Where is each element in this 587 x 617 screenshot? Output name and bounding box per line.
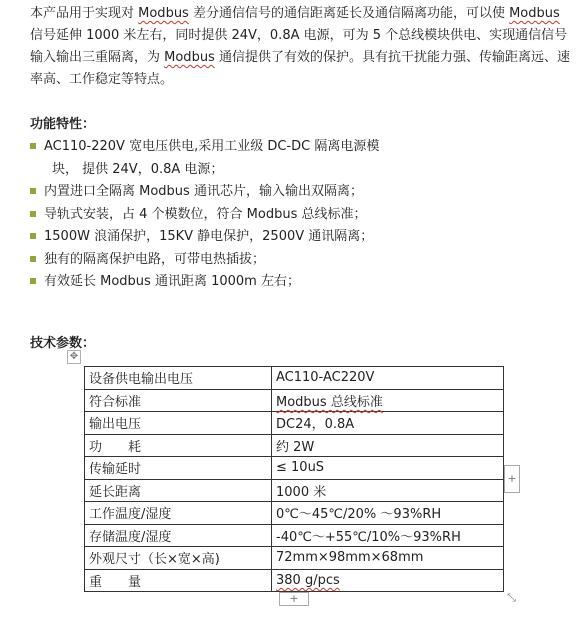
param-value[interactable]: 72mm×98mm×68mm: [272, 547, 504, 570]
param-value[interactable]: 约 2W: [272, 434, 504, 457]
add-row-icon[interactable]: +: [279, 592, 309, 606]
param-key[interactable]: 延长距离: [85, 479, 272, 502]
table-row: [85, 502, 504, 525]
table-row: [85, 389, 504, 412]
param-key[interactable]: 重 量: [85, 569, 272, 592]
table-row: [85, 524, 504, 547]
table-row: [85, 457, 504, 480]
feature-item: 内置进口全隔离 Modbus 通讯芯片，输入输出双隔离；: [30, 181, 570, 204]
param-key[interactable]: 输出电压: [85, 412, 272, 435]
table-row: [85, 569, 504, 592]
table-row: [85, 367, 504, 390]
feature-item: 导轨式安装，占 4 个模数位，符合 Modbus 总线标准；: [30, 204, 570, 227]
intro-text: 差分通信信号的通信距离延长及通信隔离功能，可以使: [188, 6, 510, 21]
features-list: [30, 136, 570, 294]
feature-item: 有效延长 Modbus 通讯距离 1000m 左右；: [30, 271, 570, 294]
intro-text: 信号延伸 1000 米左右，同时提供 24V，0.8A 电源，可为 5 个总线模块供电、实现通信信号输入输出三重隔离，为: [30, 28, 568, 65]
table-move-icon[interactable]: ✥: [67, 350, 81, 364]
param-key[interactable]: 设备供电输出电压: [85, 367, 272, 390]
param-value[interactable]: [272, 389, 504, 412]
param-value[interactable]: 1000 米: [272, 479, 504, 502]
param-key[interactable]: 功 耗: [85, 434, 272, 457]
table-row: [85, 547, 504, 570]
feature-item: 1500W 浪涌保护，15KV 静电保护，2500V 通讯隔离；: [30, 226, 570, 249]
spellcheck-word: Modbus: [509, 6, 560, 21]
param-value[interactable]: [272, 569, 504, 592]
intro-paragraph: [30, 3, 570, 91]
param-value[interactable]: ≤ 10uS: [272, 457, 504, 480]
spellcheck-word: Modbus: [138, 6, 189, 21]
param-value[interactable]: -40℃～+55℃/10%～93%RH: [272, 524, 504, 547]
intro-text: 本产品用于实现对: [30, 6, 139, 21]
feature-item-continued: 块， 提供 24V，0.8A 电源；: [52, 161, 224, 177]
param-key[interactable]: 传输延时: [85, 457, 272, 480]
param-key[interactable]: 存储温度/湿度: [85, 524, 272, 547]
features-heading: 功能特性：: [30, 117, 96, 132]
add-column-icon[interactable]: +: [504, 465, 520, 493]
param-key[interactable]: 符合标准: [85, 389, 272, 412]
spec-table: [84, 366, 504, 592]
param-value[interactable]: 0℃～45℃/20% ～93%RH: [272, 502, 504, 525]
table-row: [85, 412, 504, 435]
feature-item: AC110-220V 宽电压供电,采用工业级 DC-DC 隔离电源模: [30, 136, 570, 159]
table-row: [85, 479, 504, 502]
param-key[interactable]: 外观尺寸（长×宽×高): [85, 547, 272, 570]
param-key[interactable]: 工作温度/湿度: [85, 502, 272, 525]
params-heading: 技术参数：: [30, 336, 96, 351]
spellcheck-word: Modbus: [164, 50, 215, 65]
spellcheck-word: Modbus 总线标准: [276, 394, 383, 410]
table-row: [85, 434, 504, 457]
intro-text: 通信提供了有效的保护。具有抗干扰能力强、传输距离远、速率高、工作稳定等特点。: [30, 50, 570, 87]
table-resize-icon[interactable]: ⤡: [507, 591, 516, 604]
param-value[interactable]: AC110-AC220V: [272, 367, 504, 390]
param-value[interactable]: DC24，0.8A: [272, 412, 504, 435]
spellcheck-word: 380 g/pcs: [276, 572, 340, 588]
feature-item: 独有的隔离保护电路，可带电热插拔；: [30, 249, 570, 272]
